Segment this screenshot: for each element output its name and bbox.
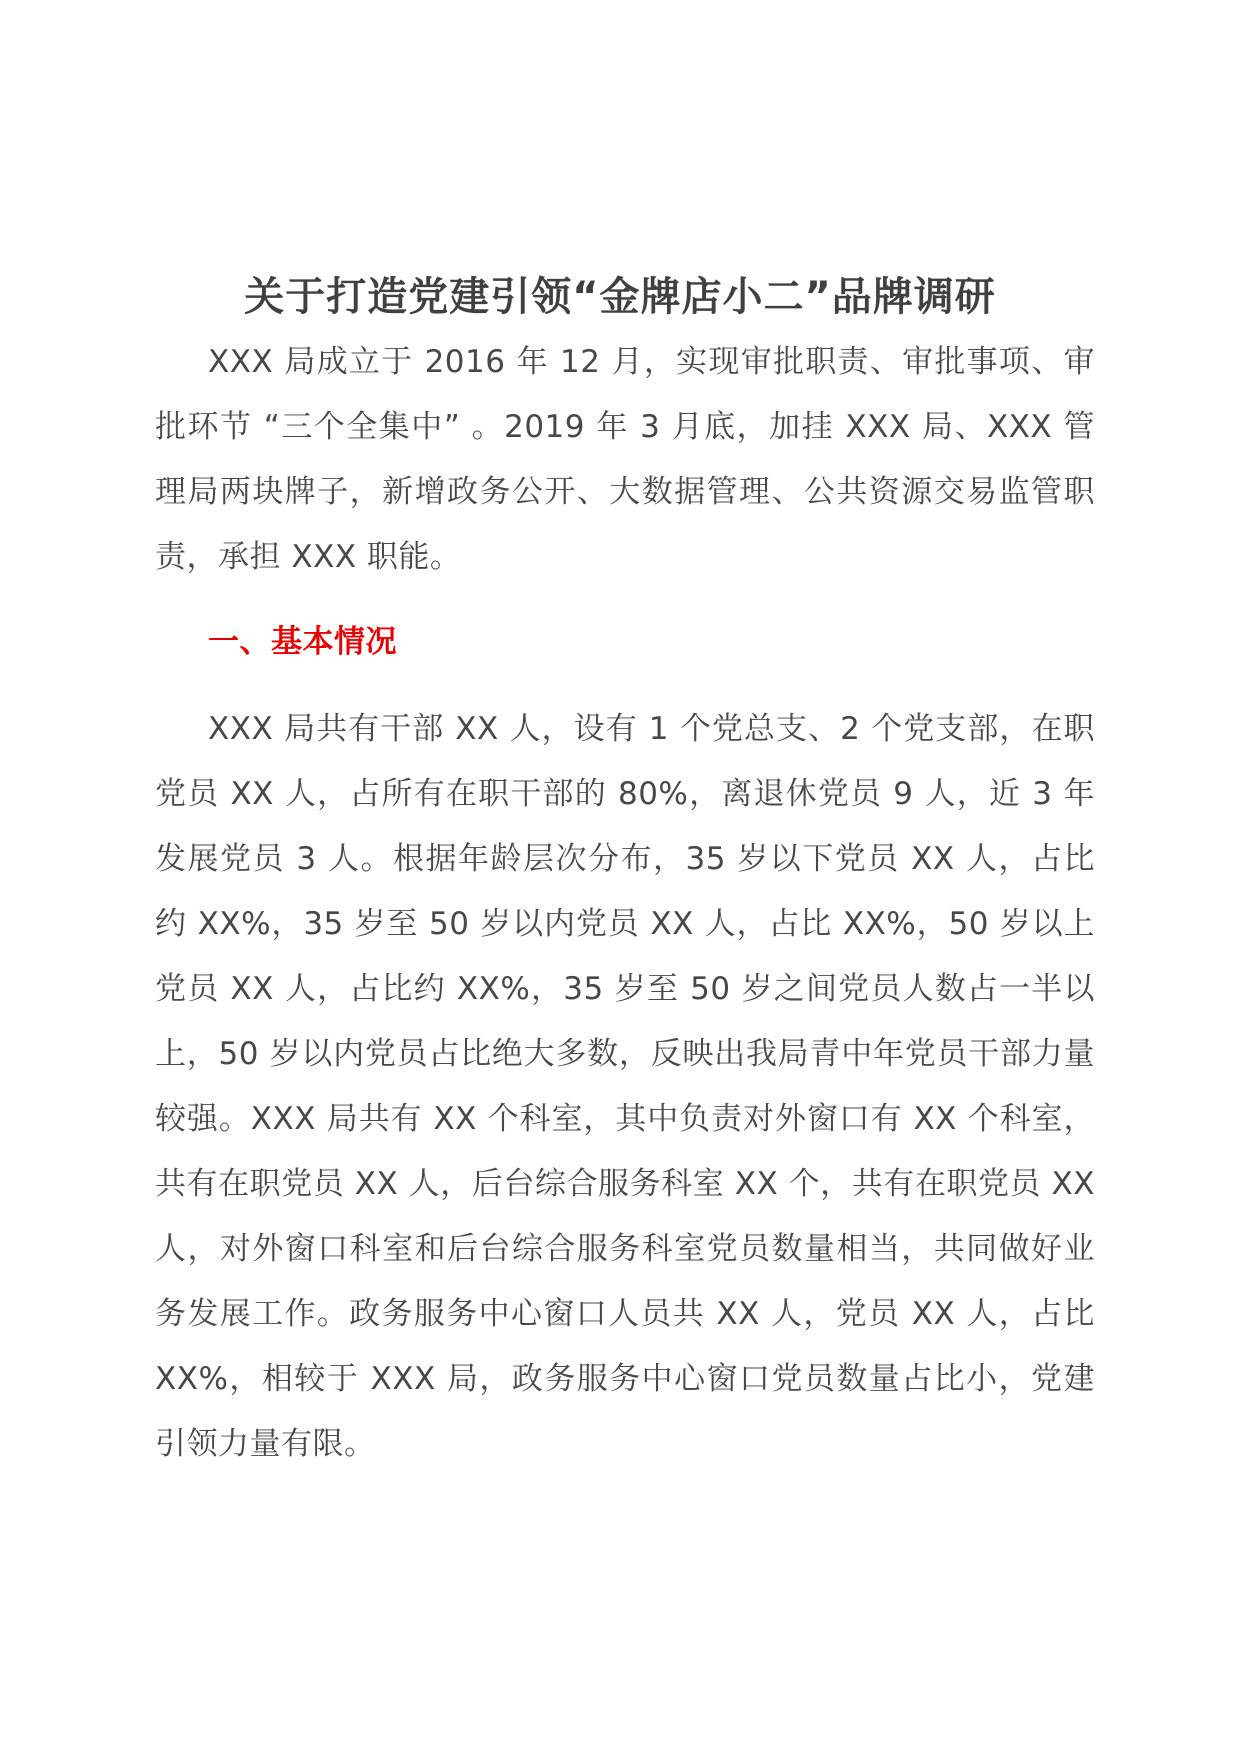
section-heading-basic-situation: 一、基本情况: [208, 624, 397, 660]
intro-paragraph: XXX 局成立于 2016 年 12 月，实现审批职责、审批事项、审批环节 “三个全集中” 。2019 年 3 月底，加挂 XXX 局、XXX 管理局两块牌子，新增政务公开、大数据管理、公共资源交易监管职责，承担 XXX 职能。: [155, 344, 1095, 575]
document-title: 关于打造党建引领“金牌店小二”品牌调研: [244, 273, 996, 320]
basic-situation-paragraph: XXX 局共有干部 XX 人，设有 1 个党总支、2 个党支部，在职党员 XX 人，占所有在职干部的 80%，离退休党员 9 人，近 3 年发展党员 3 人。根据年龄层次分布，35 岁以下党员 XX 人，占比约 XX%，35 岁至 50 岁以内党员 XX 人，占比 XX%，50 岁以上党员 XX 人，占比约 XX%，35 岁至 50 岁之间党员人数占一半以上，50 岁以内党员占比绝大多数，反映出我局青中年党员干部力量较强。XXX 局共有 XX 个科室，其中负责对外窗口有 XX 个科室，共有在职党员 XX 人，后台综合服务科室 XX 个，共有在职党员 XX 人，对外窗口科室和后台综合服务科室党员数量相当，共同做好业务发展工作。政务服务中心窗口人员共 XX 人，党员 XX 人，占比 XX%，相较于 XXX 局，政务服务中心窗口党员数量占比小，党建引领力量有限。: [155, 711, 1095, 1462]
